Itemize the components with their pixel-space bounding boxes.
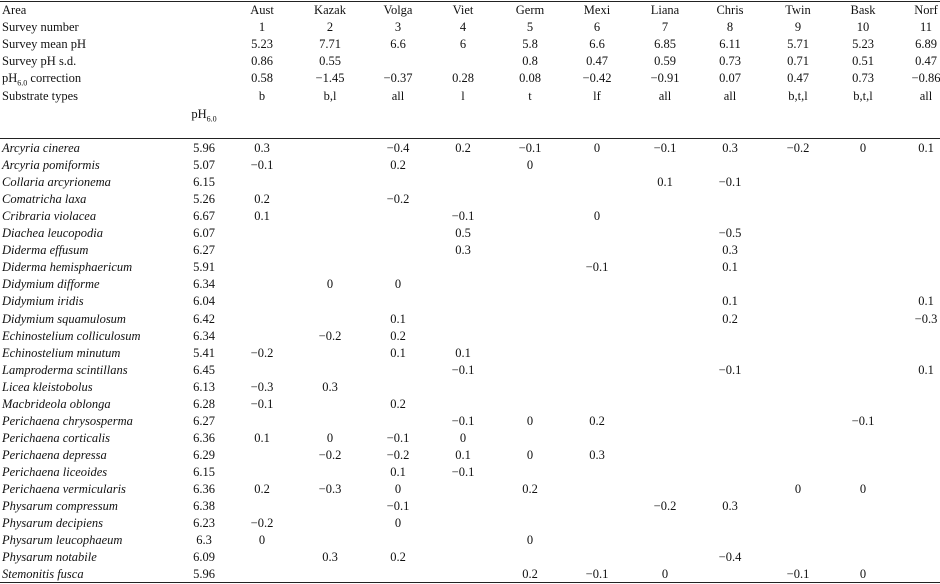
species-name: Comatricha laxa <box>2 192 87 206</box>
table-cell: 0.2 <box>390 329 406 343</box>
table-cell: 0 <box>526 533 534 547</box>
column-11-mean_ph: 6.89 <box>915 37 937 51</box>
table-cell: 0.1 <box>918 141 934 155</box>
table-cell: 0 <box>258 533 266 547</box>
column-3-mean_ph: 6.6 <box>390 37 406 51</box>
column-2-correction: −1.45 <box>315 71 345 85</box>
table-cell: 0.1 <box>722 294 738 308</box>
column-5-area: Germ <box>515 3 545 17</box>
species-name: Arcyria cinerea <box>2 141 80 155</box>
table-cell: −0.2 <box>653 499 677 513</box>
header-area-label: Area <box>2 3 27 17</box>
column-7-substrate: all <box>658 89 672 103</box>
column-10-substrate: b,t,l <box>853 89 873 103</box>
header-survey-number-label: Survey number <box>2 20 79 34</box>
table-cell: −0.4 <box>386 141 410 155</box>
species-name: Physarum notabile <box>2 550 97 564</box>
column-5-mean_ph: 5.8 <box>522 37 538 51</box>
species-ph: 5.91 <box>193 260 215 274</box>
table-cell: 0.3 <box>322 550 338 564</box>
species-name: Collaria arcyrionema <box>2 175 111 189</box>
species-name: Physarum compressum <box>2 499 118 513</box>
column-1-correction: 0.58 <box>251 71 273 85</box>
species-ph: 6.29 <box>193 448 215 462</box>
column-6-number: 6 <box>593 20 601 34</box>
species-ph: 6.67 <box>193 209 215 223</box>
table-cell: 0 <box>394 516 402 530</box>
table-cell: 0 <box>593 141 601 155</box>
column-6-substrate: lf <box>593 89 601 103</box>
table-cell: 0 <box>526 448 534 462</box>
species-ph: 6.36 <box>193 482 215 496</box>
column-10-correction: 0.73 <box>852 71 874 85</box>
column-9-number: 9 <box>794 20 802 34</box>
table-cell: 0.3 <box>322 380 338 394</box>
table-cell: 0.1 <box>455 346 471 360</box>
species-ph: 6.15 <box>193 465 215 479</box>
table-cell: −0.1 <box>585 567 609 581</box>
column-7-sd: 0.59 <box>654 54 676 68</box>
column-11-number: 11 <box>919 20 933 34</box>
column-10-sd: 0.51 <box>852 54 874 68</box>
table-cell: 0.1 <box>918 294 934 308</box>
species-name: Diderma effusum <box>2 243 89 257</box>
bottom-rule <box>0 582 940 583</box>
table-cell: 0.2 <box>722 312 738 326</box>
table-cell: −0.2 <box>318 329 342 343</box>
table-cell: 0 <box>593 209 601 223</box>
column-3-number: 3 <box>394 20 402 34</box>
table-cell: −0.1 <box>451 209 475 223</box>
species-name: Stemonitis fusca <box>2 567 84 581</box>
table-cell: 0 <box>859 141 867 155</box>
table-cell: 0 <box>394 482 402 496</box>
header-ph-sd-label: Survey pH s.d. <box>2 54 77 68</box>
species-ph: 6.27 <box>193 243 215 257</box>
species-name: Diderma hemisphaericum <box>2 260 133 274</box>
column-7-correction: −0.91 <box>650 71 680 85</box>
species-name: Diachea leucopodia <box>2 226 104 240</box>
column-3-correction: −0.37 <box>383 71 413 85</box>
table-cell: −0.1 <box>653 141 677 155</box>
column-10-mean_ph: 5.23 <box>852 37 874 51</box>
table-cell: 0.1 <box>455 448 471 462</box>
top-rule <box>0 1 940 2</box>
table-cell: 0.1 <box>254 209 270 223</box>
column-4-correction: 0.28 <box>452 71 474 85</box>
species-name: Arcyria pomiformis <box>2 158 100 172</box>
column-1-mean_ph: 5.23 <box>251 37 273 51</box>
column-2-substrate: b,l <box>323 89 337 103</box>
table-cell: −0.1 <box>518 141 542 155</box>
species-name: Physarum leucophaeum <box>2 533 123 547</box>
table-cell: 0.2 <box>390 158 406 172</box>
species-ph: 6.07 <box>193 226 215 240</box>
table-cell: 0.3 <box>722 499 738 513</box>
table-cell: 0 <box>859 482 867 496</box>
table-cell: −0.1 <box>250 158 274 172</box>
table-cell: −0.2 <box>786 141 810 155</box>
species-ph: 6.38 <box>193 499 215 513</box>
column-11-sd: 0.47 <box>915 54 937 68</box>
table-cell: −0.1 <box>451 363 475 377</box>
species-ph: 6.27 <box>193 414 215 428</box>
species-name: Perichaena corticalis <box>2 431 110 445</box>
species-name: Perichaena depressa <box>2 448 107 462</box>
species-ph: 6.15 <box>193 175 215 189</box>
table-cell: 0.2 <box>390 550 406 564</box>
species-ph: 6.09 <box>193 550 215 564</box>
species-ph: 5.96 <box>193 141 215 155</box>
table-cell: −0.1 <box>718 363 742 377</box>
species-ph: 6.3 <box>196 533 212 547</box>
species-ph: 6.42 <box>193 312 215 326</box>
species-name: Perichaena liceoides <box>2 465 108 479</box>
table-cell: 0.2 <box>455 141 471 155</box>
column-10-area: Bask <box>850 3 876 17</box>
table-cell: 0.1 <box>390 346 406 360</box>
column-1-number: 1 <box>258 20 266 34</box>
column-11-area: Norf <box>914 3 938 17</box>
column-11-substrate: all <box>919 89 933 103</box>
column-9-substrate: b,t,l <box>788 89 808 103</box>
species-ph: 5.96 <box>193 567 215 581</box>
header-substrate-label: Substrate types <box>2 89 79 103</box>
column-8-mean_ph: 6.11 <box>719 37 741 51</box>
species-name: Lamproderma scintillans <box>2 363 128 377</box>
table-cell: 0 <box>459 431 467 445</box>
column-6-area: Mexi <box>583 3 611 17</box>
column-3-area: Volga <box>383 3 413 17</box>
column-8-area: Chris <box>716 3 744 17</box>
table-cell: 0.1 <box>918 363 934 377</box>
header-mean-ph-label: Survey mean pH <box>2 37 87 51</box>
column-2-number: 2 <box>326 20 334 34</box>
column-9-area: Twin <box>785 3 811 17</box>
column-9-mean_ph: 5.71 <box>787 37 809 51</box>
table-cell: 0.5 <box>455 226 471 240</box>
table-cell: −0.1 <box>250 397 274 411</box>
table-cell: −0.1 <box>386 431 410 445</box>
column-1-substrate: b <box>258 89 266 103</box>
table-cell: −0.1 <box>386 499 410 513</box>
column-3-substrate: all <box>391 89 405 103</box>
column-8-substrate: all <box>723 89 737 103</box>
table-cell: 0 <box>326 431 334 445</box>
species-ph: 6.34 <box>193 277 215 291</box>
table-cell: −0.1 <box>451 465 475 479</box>
table-cell: 0.3 <box>254 141 270 155</box>
table-cell: −0.2 <box>386 448 410 462</box>
table-cell: −0.4 <box>718 550 742 564</box>
table-cell: 0 <box>326 277 334 291</box>
table-cell: −0.5 <box>718 226 742 240</box>
species-name: Cribraria violacea <box>2 209 97 223</box>
table-cell: −0.3 <box>318 482 342 496</box>
column-1-sd: 0.86 <box>251 54 273 68</box>
table-cell: 0.2 <box>589 414 605 428</box>
table-cell: 0.1 <box>657 175 673 189</box>
column-11-correction: −0.86 <box>911 71 940 85</box>
header-correction-label: $pH_{6.0}$ correction <box>2 71 82 88</box>
column-5-number: 5 <box>526 20 534 34</box>
table-cell: −0.2 <box>386 192 410 206</box>
table-cell: 0 <box>859 567 867 581</box>
table-cell: 0 <box>394 277 402 291</box>
table-cell: 0 <box>526 158 534 172</box>
table-cell: 0.2 <box>254 482 270 496</box>
column-1-area: Aust <box>250 3 274 17</box>
species-ph: 6.45 <box>193 363 215 377</box>
column-5-correction: 0.08 <box>519 71 541 85</box>
column-10-number: 10 <box>856 20 870 34</box>
table-cell: 0.1 <box>390 312 406 326</box>
table-cell: 0.3 <box>455 243 471 257</box>
table-cell: 0 <box>661 567 669 581</box>
column-6-mean_ph: 6.6 <box>589 37 605 51</box>
column-4-number: 4 <box>459 20 467 34</box>
table-cell: −0.2 <box>318 448 342 462</box>
table-cell: 0.1 <box>722 260 738 274</box>
column-9-correction: 0.47 <box>787 71 809 85</box>
table-cell: 0.2 <box>254 192 270 206</box>
table-cell: −0.1 <box>786 567 810 581</box>
table-cell: −0.1 <box>585 260 609 274</box>
table-cell: −0.1 <box>851 414 875 428</box>
species-name: Perichaena vermicularis <box>2 482 126 496</box>
header-rule <box>0 138 940 139</box>
table-cell: −0.2 <box>250 516 274 530</box>
column-7-area: Liana <box>650 3 680 17</box>
species-name: Physarum decipiens <box>2 516 104 530</box>
column-6-correction: −0.42 <box>582 71 612 85</box>
column-5-substrate: t <box>528 89 532 103</box>
species-name: Licea kleistobolus <box>2 380 93 394</box>
species-name: Didymium difforme <box>2 277 100 291</box>
table-cell: 0 <box>526 414 534 428</box>
column-6-sd: 0.47 <box>586 54 608 68</box>
column-4-mean_ph: 6 <box>459 37 467 51</box>
column-2-sd: 0.55 <box>319 54 341 68</box>
table-cell: 0.3 <box>589 448 605 462</box>
table-cell: 0 <box>794 482 802 496</box>
species-ph: 6.28 <box>193 397 215 411</box>
table-cell: 0.2 <box>522 482 538 496</box>
species-ph: 5.41 <box>193 346 215 360</box>
table-cell: −0.3 <box>250 380 274 394</box>
ph-column-header: $pH_{6.0}$ <box>191 107 217 124</box>
table-cell: 0.3 <box>722 141 738 155</box>
species-ph: 6.13 <box>193 380 215 394</box>
table-cell: −0.2 <box>250 346 274 360</box>
species-name: Didymium iridis <box>2 294 84 308</box>
column-4-substrate: l <box>461 89 465 103</box>
column-4-area: Viet <box>452 3 474 17</box>
table-cell: 0.1 <box>390 465 406 479</box>
column-2-mean_ph: 7.71 <box>319 37 341 51</box>
table-cell: −0.1 <box>718 175 742 189</box>
species-name: Perichaena chrysosperma <box>2 414 133 428</box>
species-ph: 6.34 <box>193 329 215 343</box>
species-ph: 5.07 <box>193 158 215 172</box>
table-cell: −0.3 <box>914 312 938 326</box>
table-cell: 0.2 <box>522 567 538 581</box>
column-8-correction: 0.07 <box>719 71 741 85</box>
species-name: Echinostelium minutum <box>2 346 121 360</box>
species-ph: 6.04 <box>193 294 215 308</box>
species-ph: 6.23 <box>193 516 215 530</box>
species-name: Echinostelium colliculosum <box>2 329 141 343</box>
column-9-sd: 0.71 <box>787 54 809 68</box>
column-2-area: Kazak <box>314 3 346 17</box>
column-5-sd: 0.8 <box>522 54 538 68</box>
species-ph: 5.26 <box>193 192 215 206</box>
column-7-number: 7 <box>661 20 669 34</box>
column-8-number: 8 <box>726 20 734 34</box>
table-cell: 0.1 <box>254 431 270 445</box>
column-8-sd: 0.73 <box>719 54 741 68</box>
species-name: Didymium squamulosum <box>2 312 126 326</box>
column-7-mean_ph: 6.85 <box>654 37 676 51</box>
table-cell: 0.3 <box>722 243 738 257</box>
species-name: Macbrideola oblonga <box>2 397 111 411</box>
species-ph: 6.36 <box>193 431 215 445</box>
table-cell: −0.1 <box>451 414 475 428</box>
table-cell: 0.2 <box>390 397 406 411</box>
